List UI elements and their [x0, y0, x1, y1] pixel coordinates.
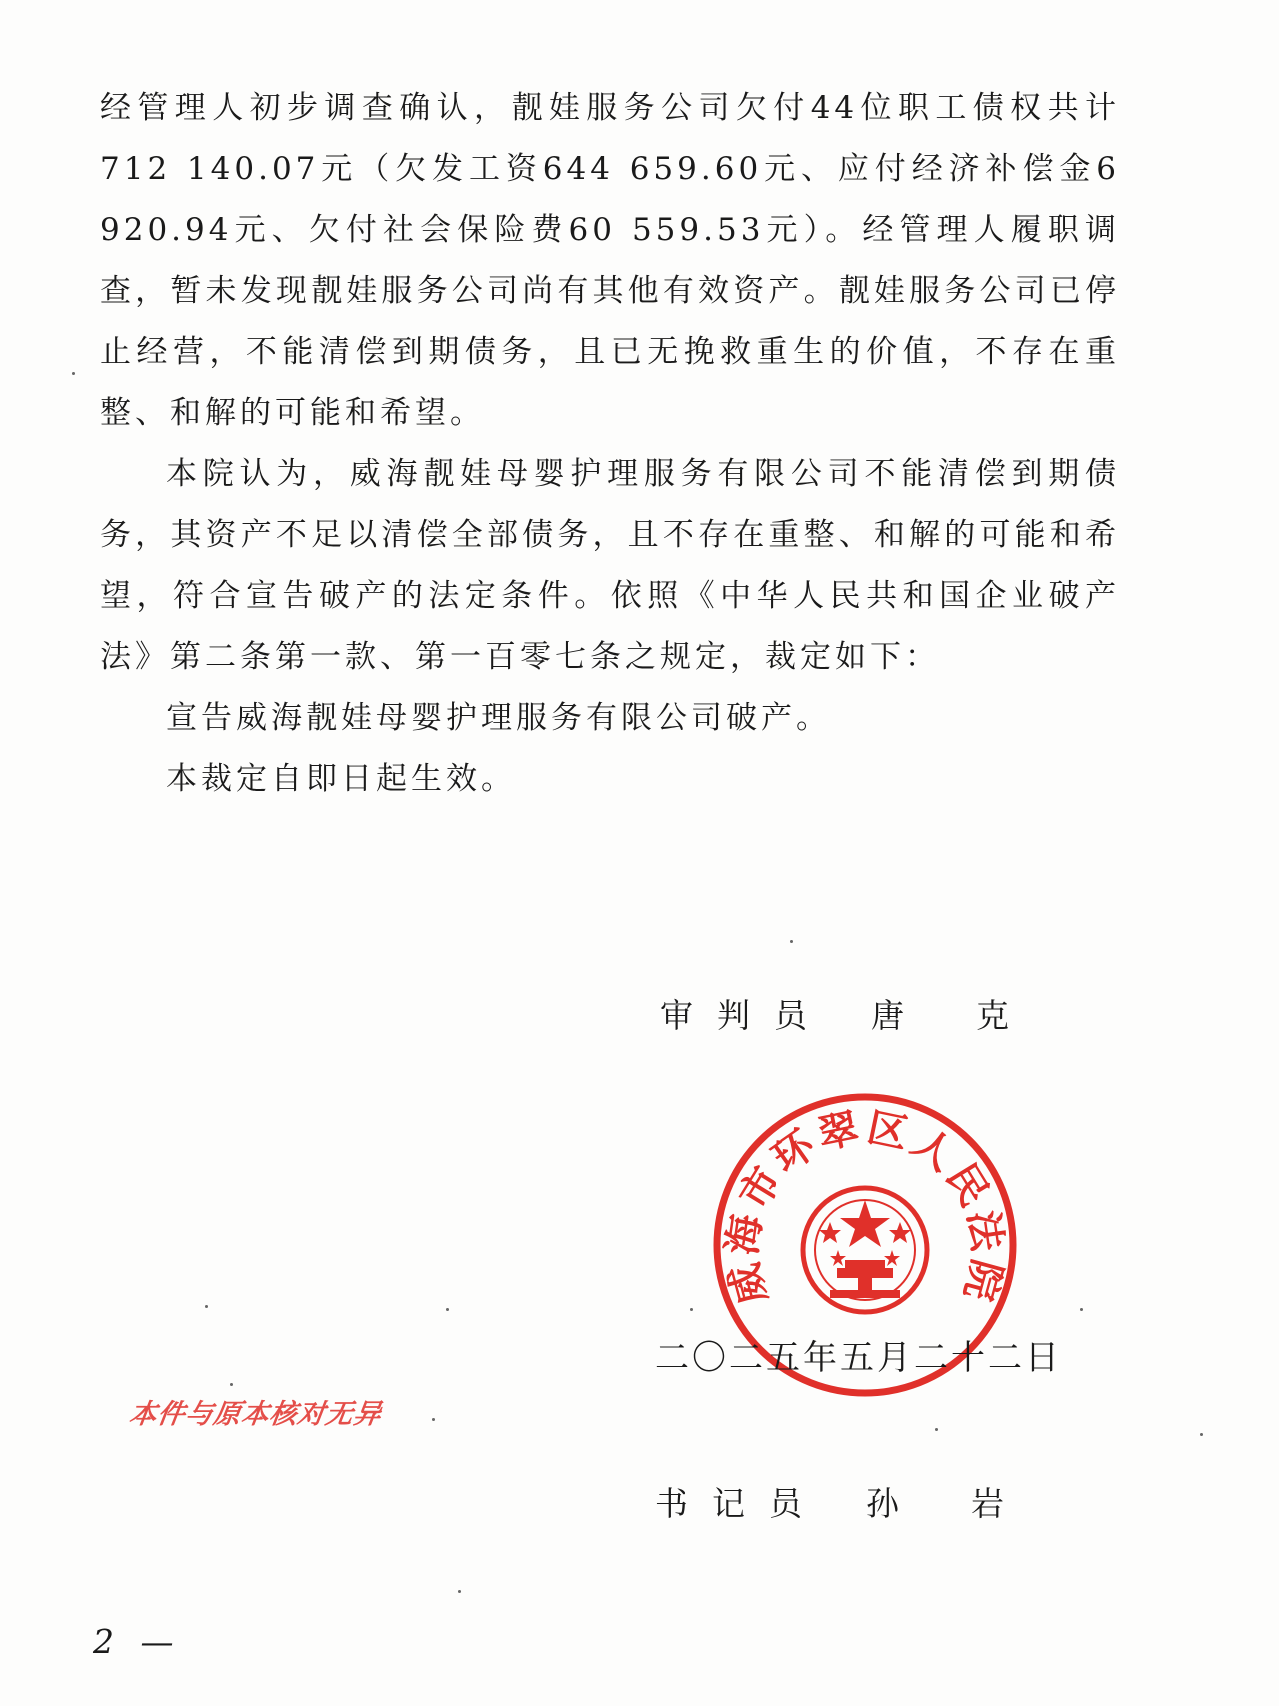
paragraph-effective: 本裁定自即日起生效。 [166, 761, 516, 797]
certification-stamp: 本件与原本核对无异 [127, 1399, 384, 1430]
clerk-signature [655, 1478, 1076, 1525]
scan-speck [690, 1308, 693, 1311]
judge-name: 唐克 [871, 996, 1081, 1035]
scan-speck [72, 372, 75, 375]
scan-speck [1200, 1433, 1203, 1436]
paragraph-court-opinion: 本院认为，威海靓娃母婴护理服务有限公司不能清偿到期债务，其资产不足以清偿全部债务，且不存在重整、和解的可能和希望，符合宣告破产的法定条件。依照《中华人民共和国企业破产法》第二条第一款、第一百零七条之规定，裁定如下： [100, 456, 1120, 675]
page-number: 2 — [93, 1622, 182, 1661]
scan-speck [446, 1308, 449, 1311]
ruling-date: 二〇二五年五月二十二日 [655, 1338, 1062, 1378]
clerk-name: 孙岩 [866, 1484, 1076, 1523]
seal-text: 威海市环翠区人民法院 [718, 1103, 1012, 1310]
scan-speck [230, 1383, 233, 1386]
judge-signature [660, 990, 1081, 1037]
paragraph-ruling: 宣告威海靓娃母婴护理服务有限公司破产。 [166, 700, 831, 736]
paragraph-investigation: 经管理人初步调查确认，靓娃服务公司欠付44位职工债权共计712 140.07元（欠发工资644 659.60元、应付经济补偿金6 920.94元、欠付社会保险费60 559.53元）。经管理人履职调查，暂未发现靓娃服务公司尚有其他有效资产。靓娃服务公司已停止经营，不能清偿到期债务，且已无挽救重生的价值，不存在重整、和解的可能和希望。 [100, 90, 1120, 431]
scan-speck [1080, 1308, 1083, 1311]
scan-speck [790, 940, 793, 943]
scan-speck [935, 1428, 938, 1431]
clerk-role: 书记员 [655, 1484, 826, 1523]
national-emblem [803, 1188, 927, 1312]
scan-speck [432, 1418, 435, 1421]
scan-speck [205, 1305, 208, 1308]
ruling-body [100, 78, 1120, 810]
scan-speck [458, 1590, 461, 1593]
judge-role: 审判员 [660, 996, 831, 1035]
